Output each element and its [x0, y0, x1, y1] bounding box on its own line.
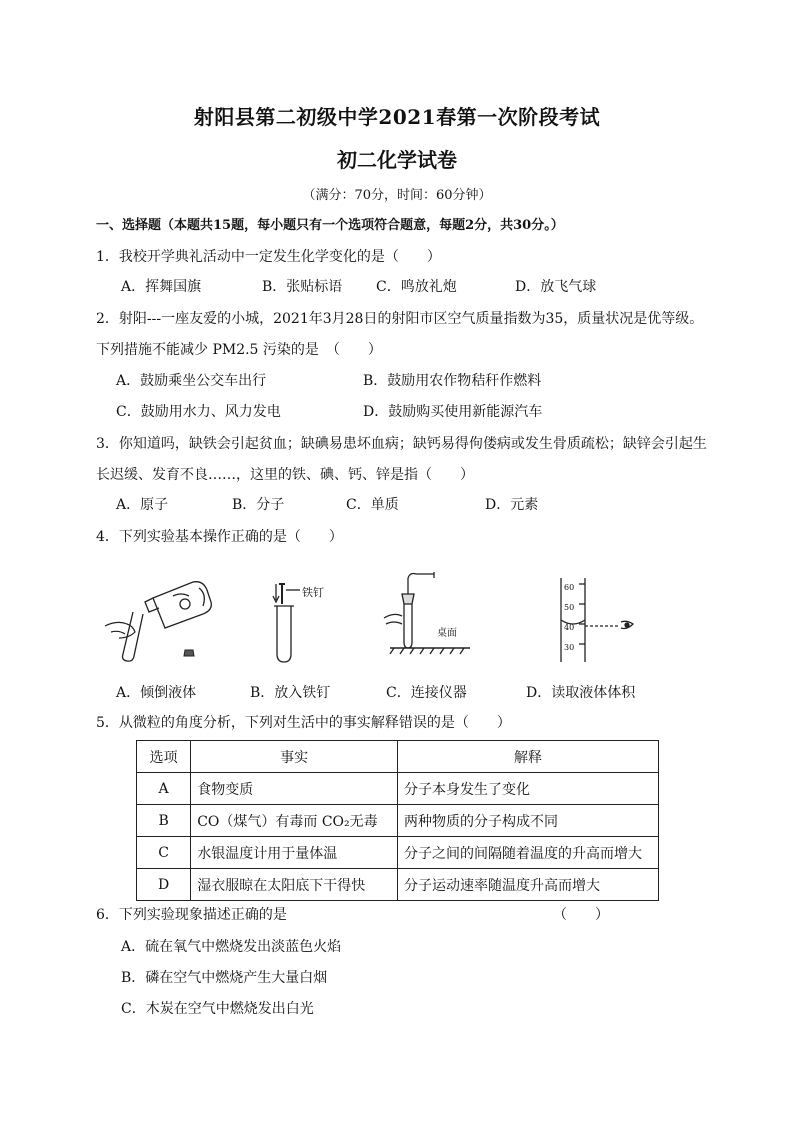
table-row	[137, 869, 659, 901]
q1-option-c: C．鸣放礼炮	[376, 279, 457, 295]
q1-option-d: D．放飞气球	[515, 279, 597, 295]
table-cell-explanation: 分子运动速率随温度升高而增大	[397, 869, 658, 901]
scale-label-60: 60	[564, 583, 575, 592]
exam-subtitle: 初二化学试卷	[337, 148, 457, 172]
exam-title: 射阳县第二初级中学2021春第一次阶段考试	[193, 105, 601, 129]
scale-label-30: 30	[564, 643, 575, 652]
q2-option-c: C．鼓励用水力、风力发电	[116, 404, 281, 420]
q3-option-d: D．元素	[485, 497, 539, 513]
q6-option-c: C．木炭在空气中燃烧发出白光	[121, 1001, 314, 1017]
table-cell-option: C	[137, 837, 191, 869]
section-heading: 一、选择题（本题共15题，每小题只有一个选项符合题意，每题2分，共30分。）	[96, 218, 564, 233]
q4-option-c: C．连接仪器	[386, 685, 467, 701]
exam-info: （满分：70分，时间：60分钟）	[302, 188, 492, 203]
q6-option-b: B．磷在空气中燃烧产生大量白烟	[121, 970, 328, 986]
figure-pouring-liquid	[103, 568, 223, 668]
table-cell-option: A	[137, 773, 191, 805]
table-cell-fact: 水银温度计用于量体温	[191, 837, 398, 869]
question-5-stem: 5．从微粒的角度分析，下列对生活中的事实解释错误的是（ ）	[96, 715, 511, 731]
scale-label-40: 40	[564, 623, 575, 632]
q2-option-b: B．鼓励用农作物秸秆作燃料	[363, 373, 542, 389]
question-4-stem: 4．下列实验基本操作正确的是（ ）	[96, 529, 343, 545]
q2-option-a: A．鼓励乘坐公交车出行	[116, 373, 267, 389]
table-cell-fact: 食物变质	[191, 773, 398, 805]
q3-option-b: B．分子	[232, 497, 285, 513]
question-3-stem-line1: 3．你知道吗，缺铁会引起贫血；缺碘易患坏血病；缺钙易得佝偻病或发生骨质疏松；缺锌会引起生	[96, 436, 707, 452]
q3-option-a: A．原子	[116, 497, 169, 513]
question-6-bracket: （ ）	[553, 907, 609, 923]
facts-table	[136, 740, 659, 901]
table-header-fact: 事实	[191, 741, 398, 773]
q3-option-c: C．单质	[346, 497, 399, 513]
table-cell-fact: CO（煤气）有毒而 CO₂无毒	[191, 805, 398, 837]
figure-connecting-apparatus	[380, 568, 480, 663]
table-row	[137, 805, 659, 837]
q6-option-a: A．硫在氧气中燃烧发出淡蓝色火焰	[121, 939, 342, 955]
figure-desk-label: 桌面	[437, 628, 457, 639]
q4-option-a: A．倾倒液体	[116, 685, 197, 701]
table-cell-fact: 湿衣服晾在太阳底下干得快	[191, 869, 398, 901]
q2-option-d: D．鼓励购买使用新能源汽车	[363, 404, 543, 420]
table-cell-option: D	[137, 869, 191, 901]
table-row	[137, 837, 659, 869]
question-1-stem: 1．我校开学典礼活动中一定发生化学变化的是（ ）	[96, 249, 441, 265]
table-cell-option: B	[137, 805, 191, 837]
table-row	[137, 773, 659, 805]
q4-option-b: B．放入铁钉	[250, 685, 331, 701]
scale-label-50: 50	[564, 603, 575, 612]
question-6-stem: 6．下列实验现象描述正确的是	[96, 907, 287, 923]
q1-option-a: A．挥舞国旗	[121, 279, 202, 295]
q4-option-d: D．读取液体体积	[526, 685, 636, 701]
q1-option-b: B．张贴标语	[262, 279, 343, 295]
question-3-stem-line2: 长迟缓、发育不良……，这里的铁、碘、钙、锌是指（ ）	[96, 467, 474, 483]
table-cell-explanation: 分子本身发生了变化	[397, 773, 658, 805]
figure-nail-label: 铁钉	[302, 586, 324, 599]
question-2-stem-line2: 下列措施不能减少 PM2.5 污染的是 （ ）	[96, 342, 382, 358]
table-header-row	[137, 741, 659, 773]
table-cell-explanation: 分子之间的间隔随着温度的升高而增大	[397, 837, 658, 869]
question-2-stem-line1: 2．射阳---一座友爱的小城，2021年3月28日的射阳市区空气质量指数为35，质量状况是优等级。	[96, 311, 704, 327]
table-header-explanation: 解释	[397, 741, 658, 773]
table-cell-explanation: 两种物质的分子构成不同	[397, 805, 658, 837]
table-header-option: 选项	[137, 741, 191, 773]
